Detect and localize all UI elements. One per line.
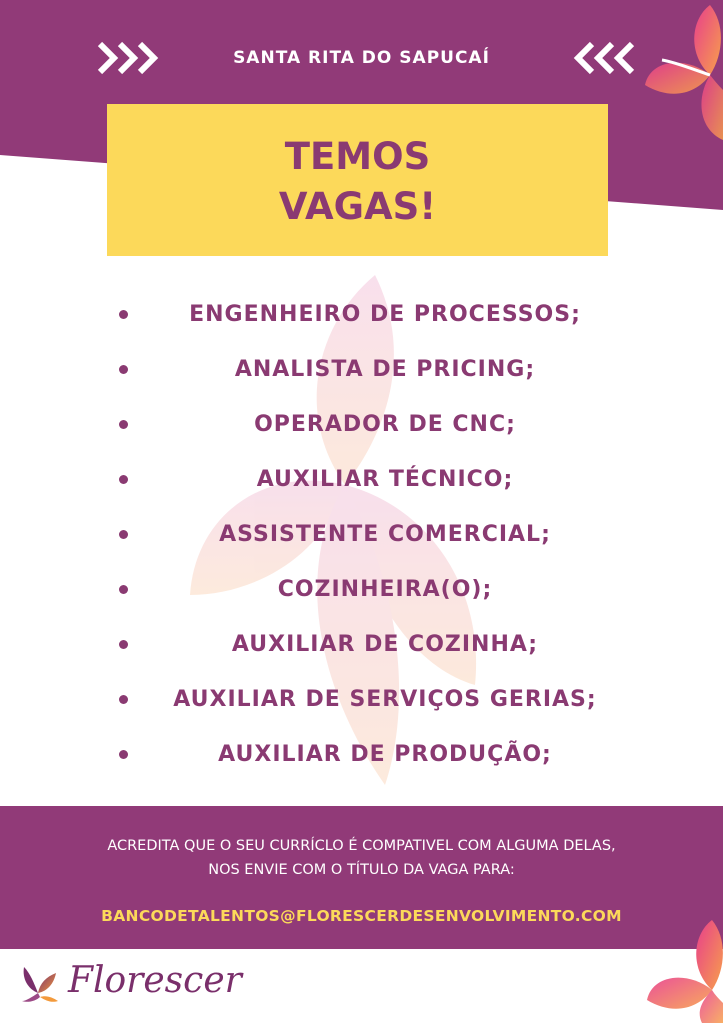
job-list (0, 287, 723, 782)
job-label: AUXILIAR DE PRODUÇÃO; (218, 742, 552, 767)
contact-message-line-2: NOS ENVIE COM O TÍTULO DA VAGA PARA: (208, 862, 515, 878)
bullet-icon (119, 585, 128, 594)
job-item (0, 342, 723, 397)
job-label: AUXILIAR DE SERVIÇOS GERIAS; (173, 687, 597, 712)
contact-message (0, 834, 723, 882)
job-item (0, 617, 723, 672)
job-item (0, 672, 723, 727)
job-label: COZINHEIRA(O); (277, 577, 493, 602)
headline-line-1: TEMOS (284, 135, 431, 178)
job-item (0, 507, 723, 562)
job-item (0, 562, 723, 617)
headline-box (107, 104, 608, 256)
bullet-icon (119, 420, 128, 429)
florescer-logo-icon (18, 963, 60, 1005)
city-title: SANTA RITA DO SAPUCAÍ (233, 48, 490, 68)
job-label: ENGENHEIRO DE PROCESSOS; (189, 302, 581, 327)
headline (107, 132, 608, 232)
job-label: OPERADOR DE CNC; (254, 412, 516, 437)
contact-banner (0, 806, 723, 949)
chevrons-right-icon (96, 40, 164, 76)
flower-petals-icon (640, 915, 723, 1023)
bullet-icon (119, 475, 128, 484)
job-label: ANALISTA DE PRICING; (234, 357, 536, 382)
job-item (0, 397, 723, 452)
chevrons-left-icon (568, 40, 636, 76)
contact-message-line-1: ACREDITA QUE O SEU CURRÍCLO É COMPATIVEL COM ALGUMA DELAS, (107, 838, 616, 854)
bullet-icon (119, 365, 128, 374)
flower-petals-icon (640, 0, 723, 145)
job-label: AUXILIAR DE COZINHA; (231, 632, 539, 657)
bullet-icon (119, 695, 128, 704)
bullet-icon (119, 530, 128, 539)
bullet-icon (119, 310, 128, 319)
contact-email: BANCODETALENTOS@FLORESCERDESENVOLVIMENTO.COM (101, 907, 622, 925)
bullet-icon (119, 750, 128, 759)
job-label: ASSISTENTE COMERCIAL; (219, 522, 551, 547)
brand-name: Florescer (68, 960, 242, 1001)
bullet-icon (119, 640, 128, 649)
job-label: AUXILIAR TÉCNICO; (256, 467, 514, 492)
job-item (0, 452, 723, 507)
job-item (0, 727, 723, 782)
headline-line-2: VAGAS! (278, 185, 437, 228)
job-item (0, 287, 723, 342)
